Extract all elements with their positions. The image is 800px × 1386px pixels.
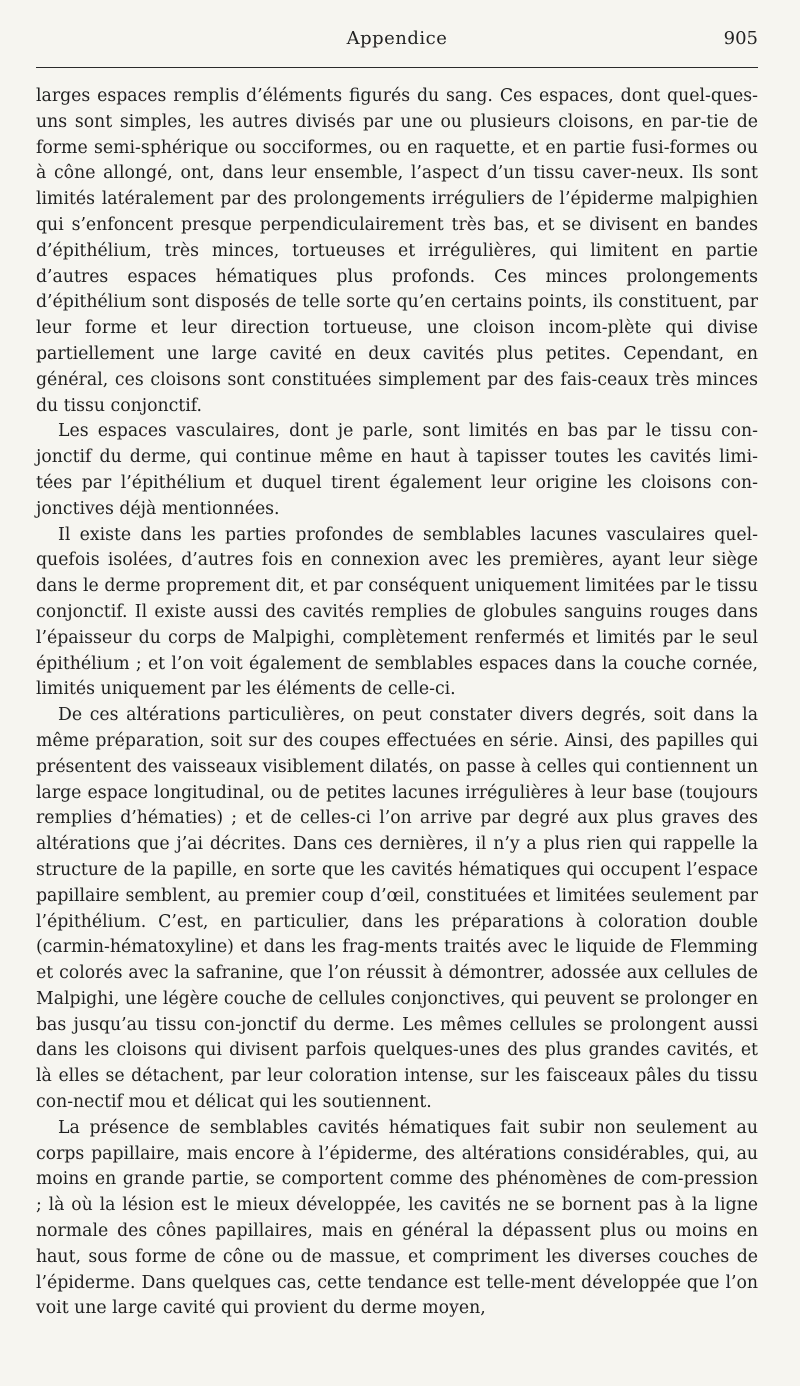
header-rule: [36, 67, 758, 68]
paragraph-1: larges espaces remplis d’éléments figurés du sang. Ces espaces, dont quel-ques-uns sont simples, les autres divisés par une ou plusieurs cloisons, en par-tie de forme semi-sphérique ou socciformes, ou en raquette, et en partie fusi-formes ou à cône allongé, ont, dans leur ensemble, l’aspect d’un tissu caver-neux. Ils sont limités latéralement par des prolongements irréguliers de l’épiderme malpighien qui s’enfoncent presque perpendiculairement très bas, et se divisent en bandes d’épithélium, très minces, tortueuses et irrégulières, qui limitent en partie d’autres espaces hématiques plus profonds. Ces minces prolongements d’épithélium sont disposés de telle sorte qu’en certains points, ils constituent, par leur forme et leur direction tortueuse, une cloison incom-plète qui divise partiellement une large cavité en deux cavités plus petites. Cependant, en général, ces cloisons sont constituées simplement par des fais-ceaux très minces du tissu conjonctif.: [36, 86, 758, 416]
paragraph-5: La présence de semblables cavités hématiques fait subir non seulement au corps papillaire, mais encore à l’épiderme, des altérations considérables, qui, au moins en grande partie, se comportent comme des phénomènes de com-pression ; là où la lésion est le mieux développée, les cavités ne se bornent pas à la ligne normale des cônes papillaires, mais en général la dépassent plus ou moins en haut, sous forme de cône ou de massue, et compriment les diverses couches de l’épiderme. Dans quelques cas, cette tendance est telle-ment développée que l’on voit une large cavité qui provient du derme moyen,: [36, 1117, 758, 1319]
body-text: [36, 84, 758, 1322]
paragraph-3: Il existe dans les parties profondes de semblables lacunes vasculaires quel-quefois isolées, d’autres fois en connexion avec les premières, ayant leur siège dans le derme proprement dit, et par conséquent uniquement limitées par le tissu conjonctif. Il existe aussi des cavités remplies de globules sanguins rouges dans l’épaisseur du corps de Malpighi, complètement renfermés et limités par le seul épithélium ; et l’on voit également de semblables espaces dans la couche cornée, limités uniquement par les éléments de celle-ci.: [36, 524, 758, 700]
paragraph-4: De ces altérations particulières, on peut constater divers degrés, soit dans la même préparation, soit sur des coupes effectuées en série. Ainsi, des papilles qui présentent des vaisseaux visiblement dilatés, on passe à celles qui contiennent un large espace longitudinal, ou de petites lacunes irrégulières à leur base (toujours remplies d’hématies) ; et de celles-ci l’on arrive par degré aux plus graves des altérations que j’ai décrites. Dans ces dernières, il n’y a plus rien qui rappelle la structure de la papille, en sorte que les cavités hématiques qui occupent l’espace papillaire semblent, au premier coup d’œil, constituées et limitées seulement par l’épithélium. C’est, en particulier, dans les préparations à coloration double (carmin-hématoxyline) et dans les frag-ments traités avec le liquide de Flemming et colorés avec la safranine, que l’on réussit à démontrer, adossée aux cellules de Malpighi, une légère couche de cellules conjonctives, qui peuvent se prolonger en bas jusqu’au tissu con-jonctif du derme. Les mêmes cellules se prolongent aussi dans les cloisons qui divisent parfois quelques-unes des plus grandes cavités, et là elles se détachent, par leur coloration intense, sur les faisceaux pâles du tissu con-nectif mou et délicat qui les soutiennent.: [36, 705, 758, 1113]
paragraph-2: Les espaces vasculaires, dont je parle, sont limités en bas par le tissu con-jonctif du derme, qui continue même en haut à tapisser toutes les cavités limi-tées par l’épithélium et duquel tirent également leur origine les cloisons con-jonctives déjà mentionnées.: [36, 421, 758, 519]
running-title: Appendice: [346, 28, 448, 49]
running-header: [36, 28, 758, 62]
page-number: 905: [723, 28, 758, 49]
